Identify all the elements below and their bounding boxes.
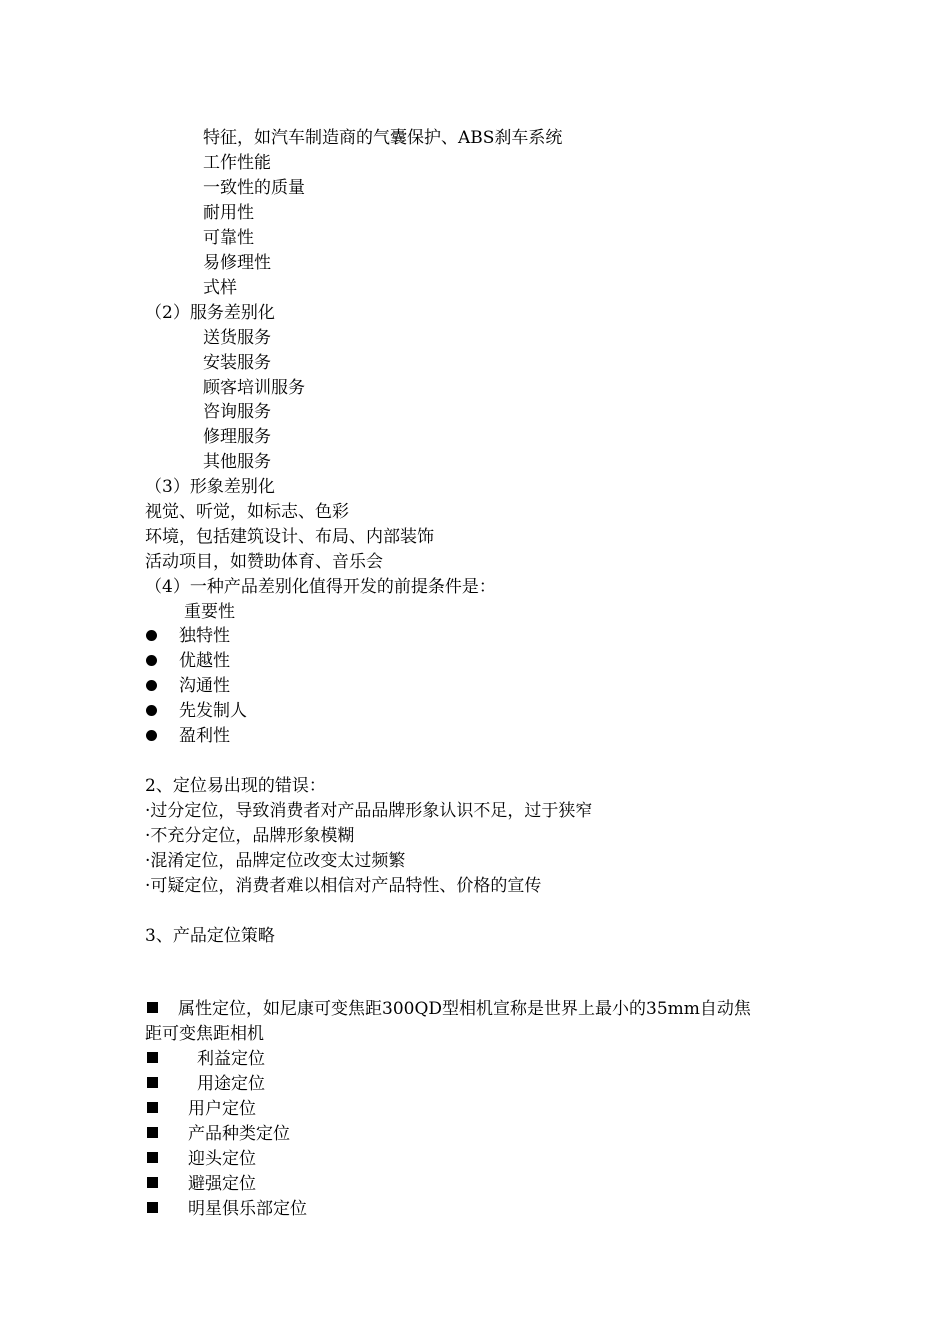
strategy-item: 用途定位 bbox=[197, 1074, 265, 1094]
bullet-dot-icon bbox=[146, 630, 157, 641]
strategy-item: 属性定位，如尼康可变焦距300QD型相机宣称是世界上最小的35mm自动焦 bbox=[178, 999, 751, 1019]
strategy-item: 产品种类定位 bbox=[188, 1124, 290, 1144]
service-diff-item: 送货服务 bbox=[203, 328, 271, 348]
product-diff-item: 式样 bbox=[203, 278, 237, 298]
error-item: ·过分定位，导致消费者对产品品牌形象认识不足，过于狭窄 bbox=[145, 801, 593, 821]
product-diff-item: 工作性能 bbox=[203, 153, 271, 173]
error-item: ·可疑定位，消费者难以相信对产品特性、价格的宣传 bbox=[145, 876, 542, 896]
product-diff-item: 耐用性 bbox=[203, 203, 254, 223]
product-diff-item: 特征，如汽车制造商的气囊保护、ABS刹车系统 bbox=[203, 128, 563, 148]
error-item: ·混淆定位，品牌定位改变太过频繁 bbox=[145, 851, 406, 871]
strategy-item: 利益定位 bbox=[197, 1049, 265, 1069]
product-diff-item: 可靠性 bbox=[203, 228, 254, 248]
image-diff-item: 环境，包括建筑设计、布局、内部装饰 bbox=[145, 527, 434, 547]
bullet-dot-icon bbox=[146, 680, 157, 691]
strategy-heading: 3、产品定位策略 bbox=[145, 926, 275, 946]
bullet-dot-icon bbox=[146, 730, 157, 741]
bullet-square-icon bbox=[147, 1102, 158, 1113]
bullet-dot-icon bbox=[146, 655, 157, 666]
strategy-item: 迎头定位 bbox=[188, 1149, 256, 1169]
bullet-square-icon bbox=[147, 1152, 158, 1163]
prerequisite-item: 先发制人 bbox=[179, 701, 247, 721]
service-diff-item: 咨询服务 bbox=[203, 402, 271, 422]
prerequisite-item: 重要性 bbox=[184, 602, 235, 622]
error-item: ·不充分定位，品牌形象模糊 bbox=[145, 826, 355, 846]
strategy-item: 明星俱乐部定位 bbox=[188, 1199, 307, 1219]
prerequisite-item: 独特性 bbox=[179, 626, 230, 646]
image-diff-item: 活动项目，如赞助体育、音乐会 bbox=[145, 552, 383, 572]
bullet-square-icon bbox=[147, 1002, 158, 1013]
errors-heading: 2、定位易出现的错误： bbox=[145, 776, 326, 796]
service-diff-item: 其他服务 bbox=[203, 452, 271, 472]
bullet-square-icon bbox=[147, 1052, 158, 1063]
service-diff-item: 安装服务 bbox=[203, 353, 271, 373]
bullet-square-icon bbox=[147, 1202, 158, 1213]
strategy-item-continued: 距可变焦距相机 bbox=[145, 1024, 264, 1044]
bullet-square-icon bbox=[147, 1177, 158, 1188]
image-diff-heading: （3）形象差别化 bbox=[145, 477, 275, 497]
strategy-item: 避强定位 bbox=[188, 1174, 256, 1194]
prerequisites-heading: （4）一种产品差别化值得开发的前提条件是： bbox=[145, 577, 496, 597]
bullet-square-icon bbox=[147, 1077, 158, 1088]
prerequisite-item: 优越性 bbox=[179, 651, 230, 671]
prerequisite-item: 盈利性 bbox=[179, 726, 230, 746]
service-diff-heading: （2）服务差别化 bbox=[145, 303, 275, 323]
prerequisite-item: 沟通性 bbox=[179, 676, 230, 696]
strategy-item: 用户定位 bbox=[188, 1099, 256, 1119]
product-diff-item: 易修理性 bbox=[203, 253, 271, 273]
service-diff-item: 修理服务 bbox=[203, 427, 271, 447]
service-diff-item: 顾客培训服务 bbox=[203, 378, 305, 398]
product-diff-item: 一致性的质量 bbox=[203, 178, 305, 198]
bullet-dot-icon bbox=[146, 705, 157, 716]
bullet-square-icon bbox=[147, 1127, 158, 1138]
image-diff-item: 视觉、听觉，如标志、色彩 bbox=[145, 502, 349, 522]
